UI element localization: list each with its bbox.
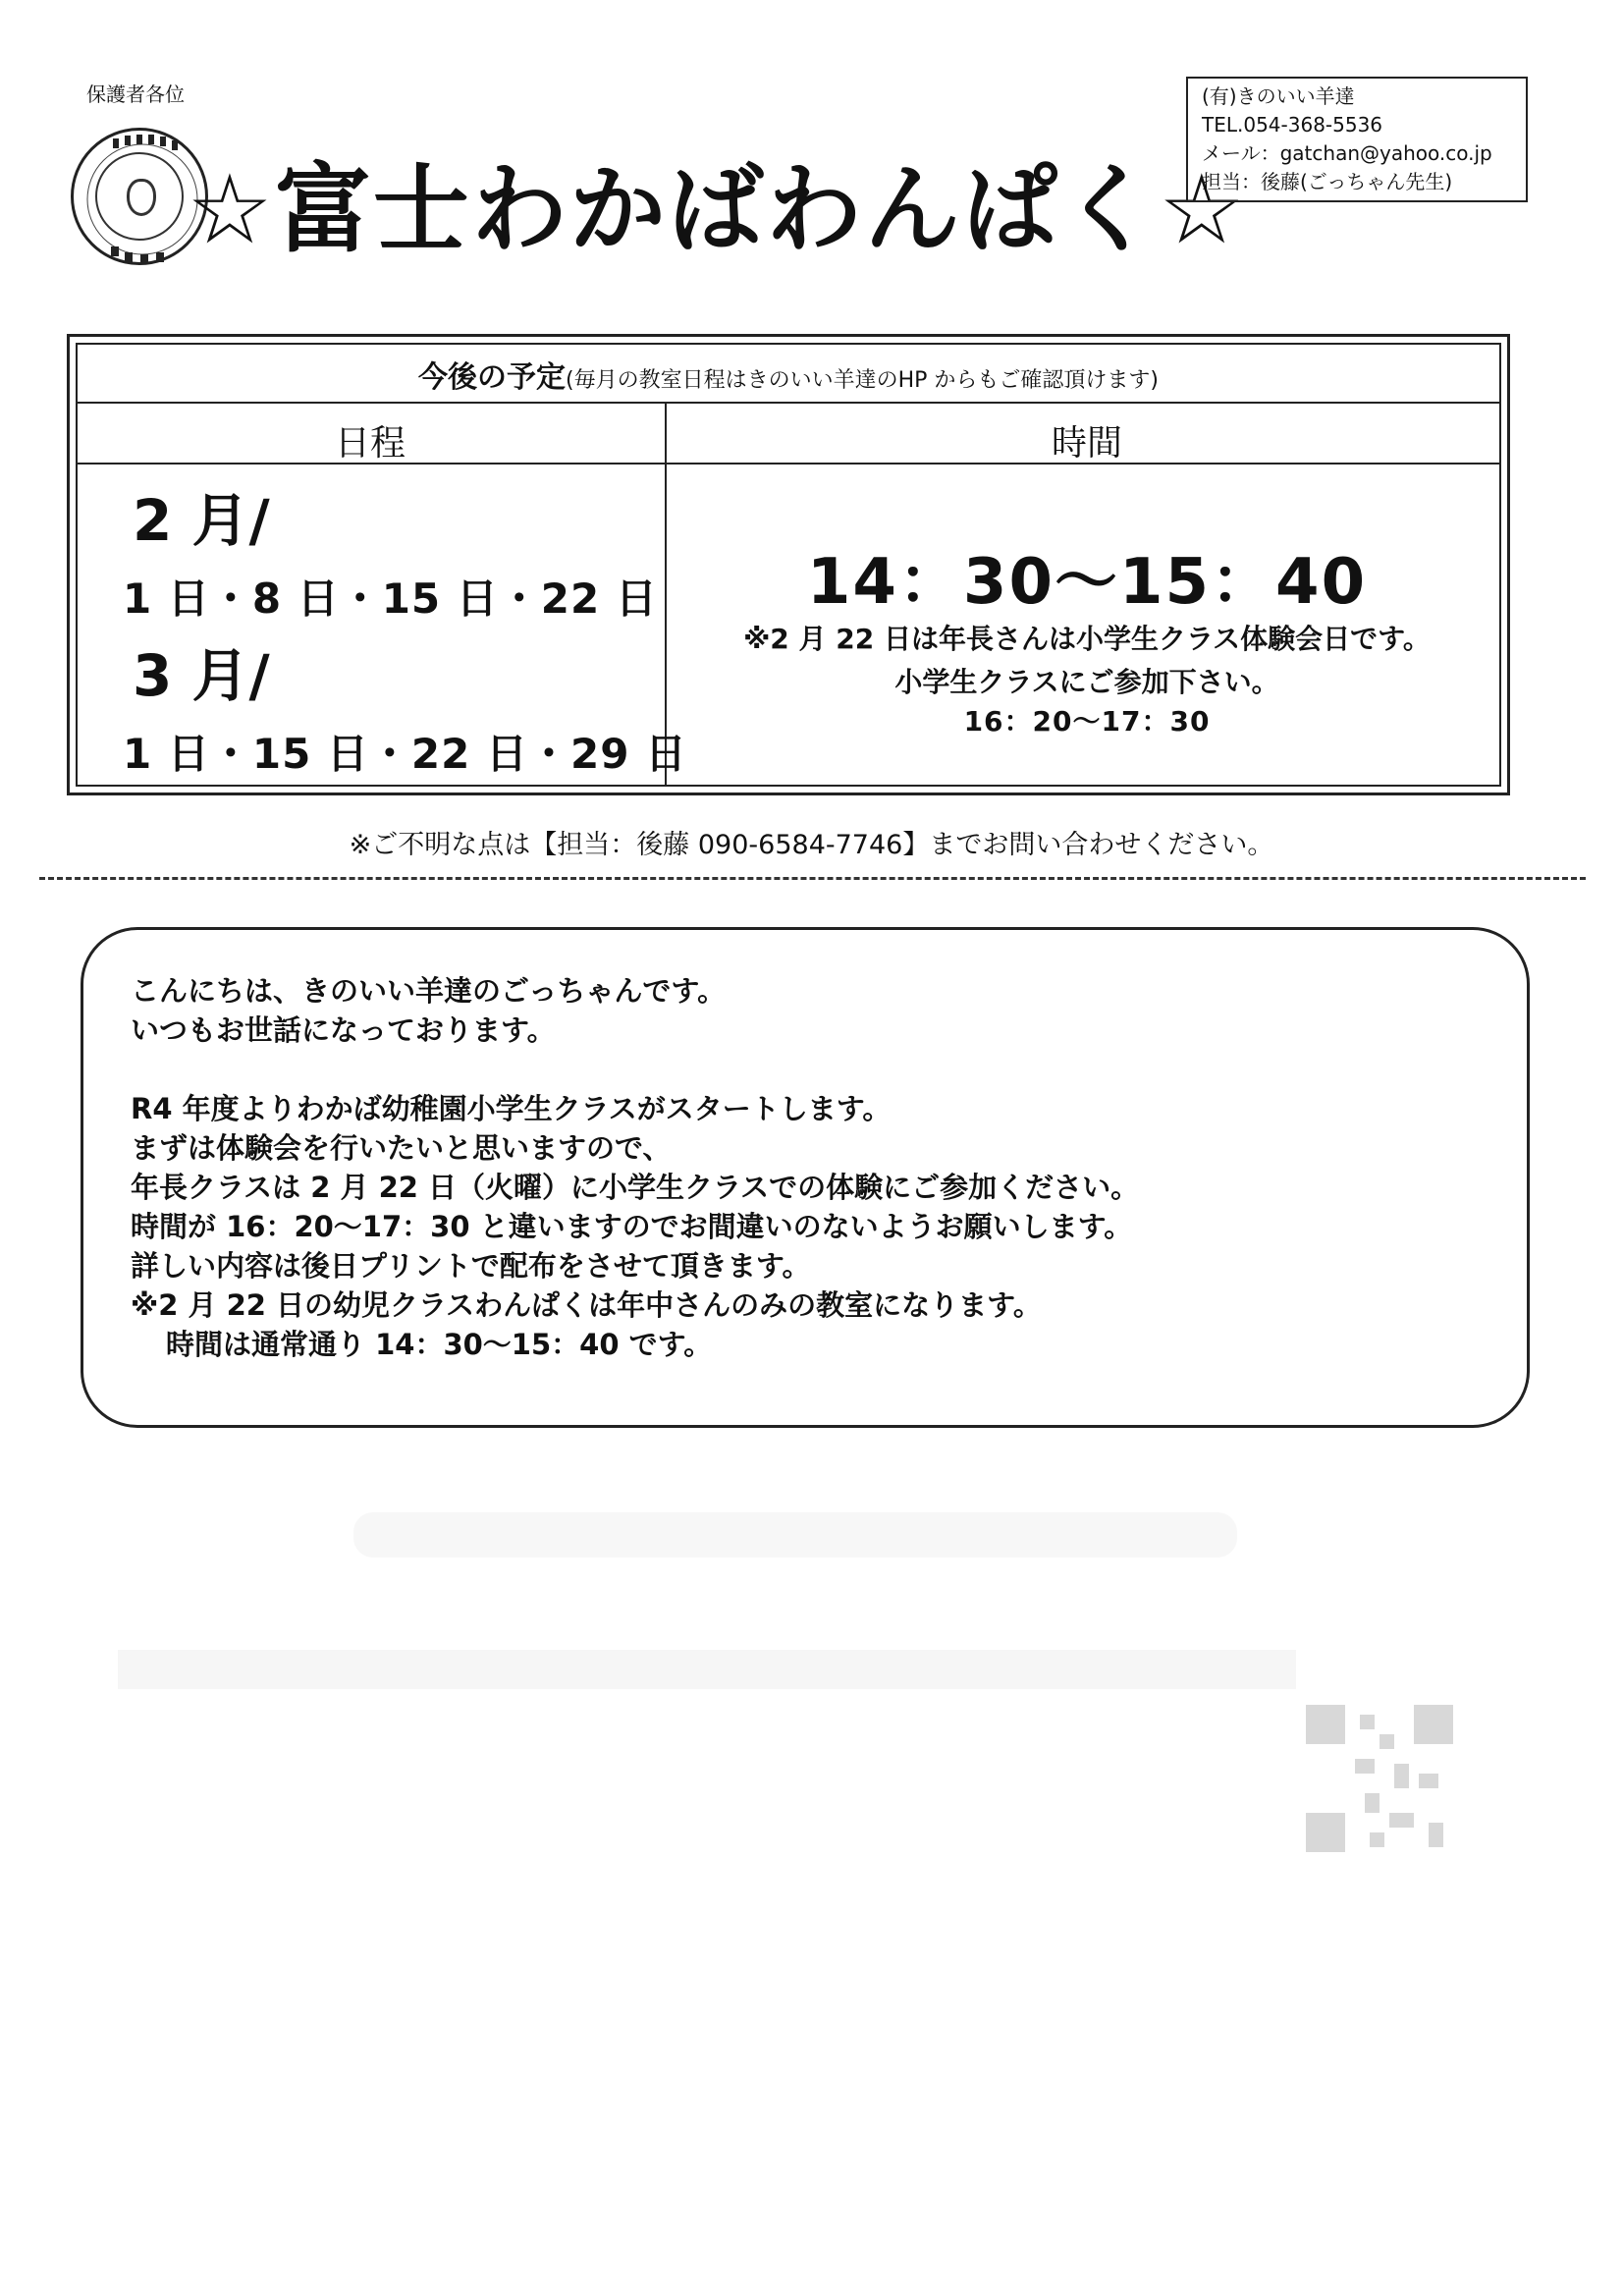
- time-note: 小学生クラスにご参加下さい。: [894, 666, 1279, 698]
- table-divider: [78, 402, 1499, 404]
- message-line: 詳しい内容は後日プリントで配布をさせて頂きます。: [131, 1249, 811, 1283]
- bleed-through-band: [118, 1650, 1296, 1689]
- message-line: 時間は通常通り 14：30～15：40 です。: [166, 1328, 713, 1361]
- contact-company: (有)きのいい羊達: [1202, 84, 1355, 108]
- message-line: 年長クラスは 2 月 22 日（火曜）に小学生クラスでの体験にご参加ください。: [131, 1171, 1140, 1204]
- month-label: 3 月/: [133, 642, 270, 709]
- contact-box: [1186, 77, 1528, 202]
- message-line: まずは体験会を行いたいと思いますので、: [131, 1131, 672, 1165]
- mascot-face-icon: [127, 179, 156, 216]
- schedule-heading: [78, 353, 1499, 396]
- month-days: 1 日・15 日・22 日・29 日: [123, 730, 688, 778]
- inquiry-note: ※ご不明な点は【担当：後藤 090-6584-7746】までお問い合わせください。: [349, 830, 1274, 860]
- month-label: 2 月/: [133, 487, 270, 554]
- schedule-table: [67, 334, 1510, 795]
- page-title: ☆富士わかばわんぱく☆: [187, 154, 1247, 266]
- month-days: 1 日・8 日・15 日・22 日: [123, 574, 658, 623]
- message-line: R4 年度よりわかば幼稚園小学生クラスがスタートします。: [131, 1092, 892, 1125]
- schedule-heading-note: (毎月の教室日程はきのいい羊達のHP からもご確認頂けます): [566, 368, 1159, 393]
- message-line: いつもお世話になっております。: [131, 1013, 556, 1047]
- contact-tel: TEL.054-368-5536: [1202, 113, 1383, 137]
- time-note: 16：20～17：30: [963, 705, 1211, 738]
- bleed-through-band: [353, 1512, 1237, 1558]
- contact-email: メール：gatchan@yahoo.co.jp: [1202, 141, 1492, 165]
- message-line: 時間が 16：20～17：30 と違いますのでお間違いのないようお願いします。: [131, 1210, 1133, 1243]
- time-note: ※2 月 22 日は年長さんは小学生クラス体験会日です。: [743, 623, 1431, 655]
- message-line: ※2 月 22 日の幼児クラスわんぱくは年中さんのみの教室になります。: [131, 1288, 1042, 1322]
- qr-code-icon: [1306, 1705, 1453, 1852]
- logo-inner-circle: [95, 152, 184, 241]
- addressee: 保護者各位: [86, 82, 185, 106]
- cut-line: [39, 877, 1586, 880]
- contact-person: 担当：後藤(ごっちゃん先生): [1202, 170, 1453, 193]
- message-line: こんにちは、きのいい羊達のごっちゃんです。: [131, 974, 727, 1008]
- column-header-date: 日程: [334, 423, 406, 464]
- class-time: 14：30～15：40: [806, 546, 1368, 619]
- table-divider: [78, 463, 1499, 465]
- message-box: [81, 927, 1530, 1428]
- schedule-heading-title: 今後の予定: [418, 360, 566, 395]
- column-header-time: 時間: [1051, 423, 1122, 464]
- schedule-inner-frame: [76, 343, 1501, 787]
